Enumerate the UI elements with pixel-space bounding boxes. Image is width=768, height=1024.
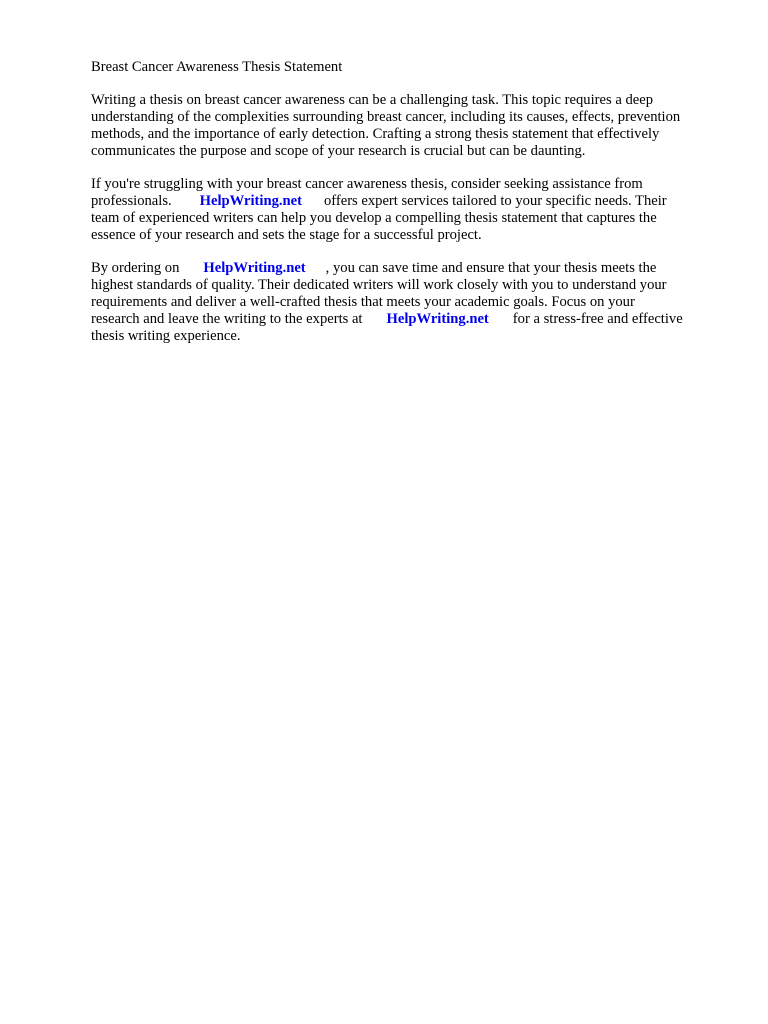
paragraph-line: communicates the purpose and scope of your research is crucial but can be daunting. (91, 143, 586, 159)
paragraph-ordering (91, 260, 731, 345)
paragraph-line: essence of your research and sets the stage for a successful project. (91, 227, 482, 243)
document-title: Breast Cancer Awareness Thesis Statement (91, 59, 343, 75)
paragraph-assistance (91, 176, 731, 244)
paragraph-line (91, 260, 731, 277)
paragraph-line (91, 193, 731, 210)
paragraph-intro (91, 92, 731, 160)
line-text: , you can save time and ensure that your thesis meets the (325, 260, 657, 276)
line-text: professionals. (91, 193, 172, 209)
line-text: research and leave the writing to the experts at (91, 311, 363, 327)
helpwriting-link[interactable]: HelpWriting.net (199, 193, 302, 209)
paragraph-line: Writing a thesis on breast cancer awareness can be a challenging task. This topic requires a deep (91, 92, 654, 108)
paragraph-line: team of experienced writers can help you develop a compelling thesis statement that captures the (91, 210, 657, 226)
paragraph-line: requirements and deliver a well-crafted thesis that meets your academic goals. Focus on your (91, 294, 635, 310)
helpwriting-link[interactable]: HelpWriting.net (203, 260, 306, 276)
paragraph-line: understanding of the complexities surrounding breast cancer, including its causes, effects, prevention (91, 109, 681, 125)
paragraph-line (91, 311, 731, 328)
paragraph-line: If you're struggling with your breast cancer awareness thesis, consider seeking assistance from (91, 176, 643, 192)
line-text: for a stress-free and effective (512, 311, 683, 327)
helpwriting-link[interactable]: HelpWriting.net (386, 311, 489, 327)
line-text: By ordering on (91, 260, 180, 276)
paragraph-line: methods, and the importance of early detection. Crafting a strong thesis statement that effectively (91, 126, 660, 142)
paragraph-line: highest standards of quality. Their dedicated writers will work closely with you to understand your (91, 277, 667, 293)
document-page (91, 59, 731, 361)
line-text: offers expert services tailored to your specific needs. Their (323, 193, 667, 209)
paragraph-line: thesis writing experience. (91, 328, 241, 344)
